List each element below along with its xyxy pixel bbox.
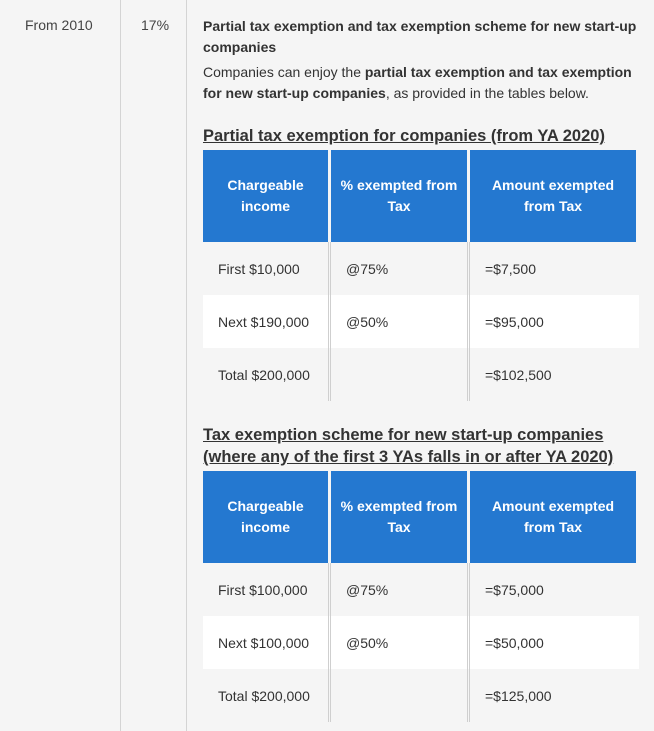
cell-percent	[328, 669, 467, 722]
cell-percent	[328, 348, 467, 401]
table-row	[203, 348, 639, 401]
cell-amount: =$75,000	[467, 563, 639, 616]
table1-title: Partial tax exemption for companies (from YA 2020)	[203, 127, 605, 145]
cell-amount: =$95,000	[467, 295, 639, 348]
header-amount-exempted: Amount exempted from Tax	[470, 471, 636, 563]
cell-percent: @75%	[328, 242, 467, 295]
intro-paragraph	[203, 62, 643, 104]
year-cell: From 2010	[25, 17, 93, 33]
table2-title-line2: (where any of the first 3 YAs falls in or after YA 2020)	[203, 448, 614, 466]
cell-income: Total $200,000	[218, 366, 310, 383]
partial-exemption-table	[203, 150, 639, 401]
year-column	[0, 0, 121, 731]
cell-income: Total $200,000	[218, 687, 310, 704]
table-row	[203, 242, 639, 295]
cell-amount: =$125,000	[467, 669, 639, 722]
cell-amount: =$102,500	[467, 348, 639, 401]
cell-percent: @50%	[328, 295, 467, 348]
details-column	[187, 0, 654, 731]
header-percent-exempted: % exempted from Tax	[331, 471, 467, 563]
table-row	[203, 616, 639, 669]
header-chargeable-income: Chargeable income	[203, 471, 328, 563]
scheme-heading: Partial tax exemption and tax exemption scheme for new start-up companies	[203, 18, 637, 55]
cell-amount: =$50,000	[467, 616, 639, 669]
intro-text-start: Companies can enjoy the	[203, 64, 365, 80]
intro-text-bold: partial tax exemption and tax exemption for new start-up companies	[203, 64, 632, 101]
cell-income: First $100,000	[218, 581, 308, 598]
table-row	[203, 295, 639, 348]
cell-income: Next $100,000	[218, 634, 310, 651]
table-row	[203, 563, 639, 616]
cell-income: First $10,000	[218, 260, 300, 277]
cell-amount: =$7,500	[467, 242, 639, 295]
startup-exemption-table	[203, 471, 639, 722]
cell-income: Next $190,000	[218, 313, 310, 330]
table-header-row	[203, 150, 639, 242]
table-header-row	[203, 471, 639, 563]
header-percent-exempted: % exempted from Tax	[331, 150, 467, 242]
cell-percent: @50%	[328, 616, 467, 669]
table2-title	[203, 424, 613, 468]
table-row	[203, 669, 639, 722]
rate-cell: 17%	[141, 17, 170, 33]
table2-title-line1: Tax exemption scheme for new start-up companies	[203, 426, 604, 444]
rate-column	[121, 0, 187, 731]
header-amount-exempted: Amount exempted from Tax	[470, 150, 636, 242]
header-chargeable-income: Chargeable income	[203, 150, 328, 242]
intro-text-end: , as provided in the tables below.	[385, 85, 589, 101]
cell-percent: @75%	[328, 563, 467, 616]
